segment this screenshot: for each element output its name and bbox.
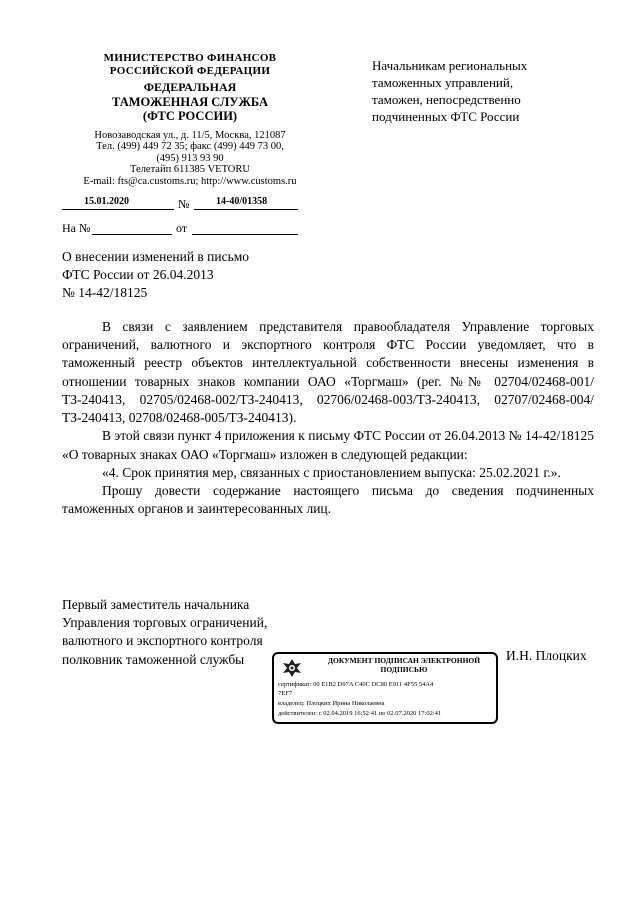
ref-date-underline	[192, 234, 298, 235]
addressee-line: подчиненных ФТС России	[372, 108, 520, 124]
subject-line: ФТС России от 26.04.2013	[62, 267, 214, 283]
ref-number-underline	[92, 234, 172, 235]
signatory-line: полковник таможенной службы	[62, 651, 245, 667]
addressee-line: таможен, непосредственно	[372, 91, 521, 107]
subject-block	[62, 248, 249, 303]
addressee-line: Начальникам региональных	[372, 58, 528, 73]
stamp-owner: владелец: Плоцких Ирина Николаевна	[278, 700, 385, 707]
e-signature-stamp	[272, 652, 498, 724]
email-line: E-mail: fts@ca.customs.ru; http://www.customs.ru	[83, 176, 297, 188]
stamp-title: ДОКУМЕНТ ПОДПИСАН ЭЛЕКТРОННОЙ ПОДПИСЬЮ	[327, 656, 481, 674]
teletype-line: Телетайп 611385 VETORU	[130, 164, 250, 176]
number-sign: №	[178, 197, 190, 211]
signatory-block	[62, 596, 267, 669]
signer-name: И.Н. Плоцких	[506, 648, 587, 663]
ref-label: На №	[62, 221, 91, 235]
ministry-line-1: МИНИСТЕРСТВО ФИНАНСОВ	[103, 52, 277, 64]
signatory-line: Первый заместитель начальника	[62, 597, 250, 612]
stamp-validity: действителен: с 02.04.2019 16:52:41 по 02.07.2020 17:02:41	[278, 710, 442, 717]
signatory-line: валютного и экспортного контроля	[62, 633, 263, 649]
agency-abbr: (ФТС РОССИИ)	[142, 109, 238, 124]
service-line: ТАМОЖЕННАЯ СЛУЖБА	[112, 95, 268, 110]
body-paragraph-3: «4. Срок принятия мер, связанных с приостановлением выпуска: 25.02.2021 г.».	[102, 464, 561, 480]
body-paragraph-1: В связи с заявлением представителя правообладателя Управление торговых ограничений, валютного и экспортного контроля ФТС России уведомляет, что в таможенный реестр объектов интеллектуальной собственности внесены изменения в отношении товарных знаков компании ОАО «Торгмаш» (рег. №№ 02704/02468-001/ТЗ-240413, 02705/02468-002/ТЗ-240413, 02706/02468-003/ТЗ-240413, 02707/02468-004/ТЗ-240413, 02708/02468-005/ТЗ-240413).	[62, 319, 594, 426]
body-paragraph-2: В этой связи пункт 4 приложения к письму ФТС России от 26.04.2013 № 14-42/18125 «О товарных знаках ОАО «Торгмаш» изложен в следующей редакции:	[62, 428, 594, 462]
address-line: Новозаводская ул., д. 11/5, Москва, 121087	[94, 129, 286, 141]
letter-number: 14-40/01358	[216, 196, 268, 207]
contact-block	[60, 130, 320, 188]
subject-line: № 14-42/18125	[62, 285, 148, 301]
signatory-line: Управления торговых ограничений,	[62, 615, 268, 631]
ref-from-label: от	[176, 221, 188, 235]
stamp-certificate: сертификат: 00 E1B2 D97A C40C DC80 E911 4F55 54A4	[278, 681, 434, 688]
emblem-icon	[280, 658, 304, 678]
stamp-certificate-cont: 7EF7	[278, 690, 293, 697]
phone-line-2: (495) 913 93 90	[156, 152, 224, 164]
subject-line: О внесении изменений в письмо	[62, 249, 250, 264]
body-paragraph-4: Прошу довести содержание настоящего письма до сведения подчиненных таможенных органов и заинтересованных лиц.	[62, 482, 594, 517]
letterhead	[60, 52, 320, 188]
letter-date: 15.01.2020	[84, 196, 129, 207]
ministry-line-2: РОССИЙСКОЙ ФЕДЕРАЦИИ	[109, 64, 271, 77]
addressee-block	[372, 58, 592, 126]
date-underline	[62, 209, 174, 210]
letter-body	[62, 318, 594, 518]
federal-line: ФЕДЕРАЛЬНАЯ	[143, 80, 237, 95]
addressee-line: таможенных управлений,	[372, 74, 514, 90]
number-underline	[194, 209, 298, 210]
phone-line: Тел. (499) 449 72 35; факс (499) 449 73 00,	[96, 141, 284, 153]
